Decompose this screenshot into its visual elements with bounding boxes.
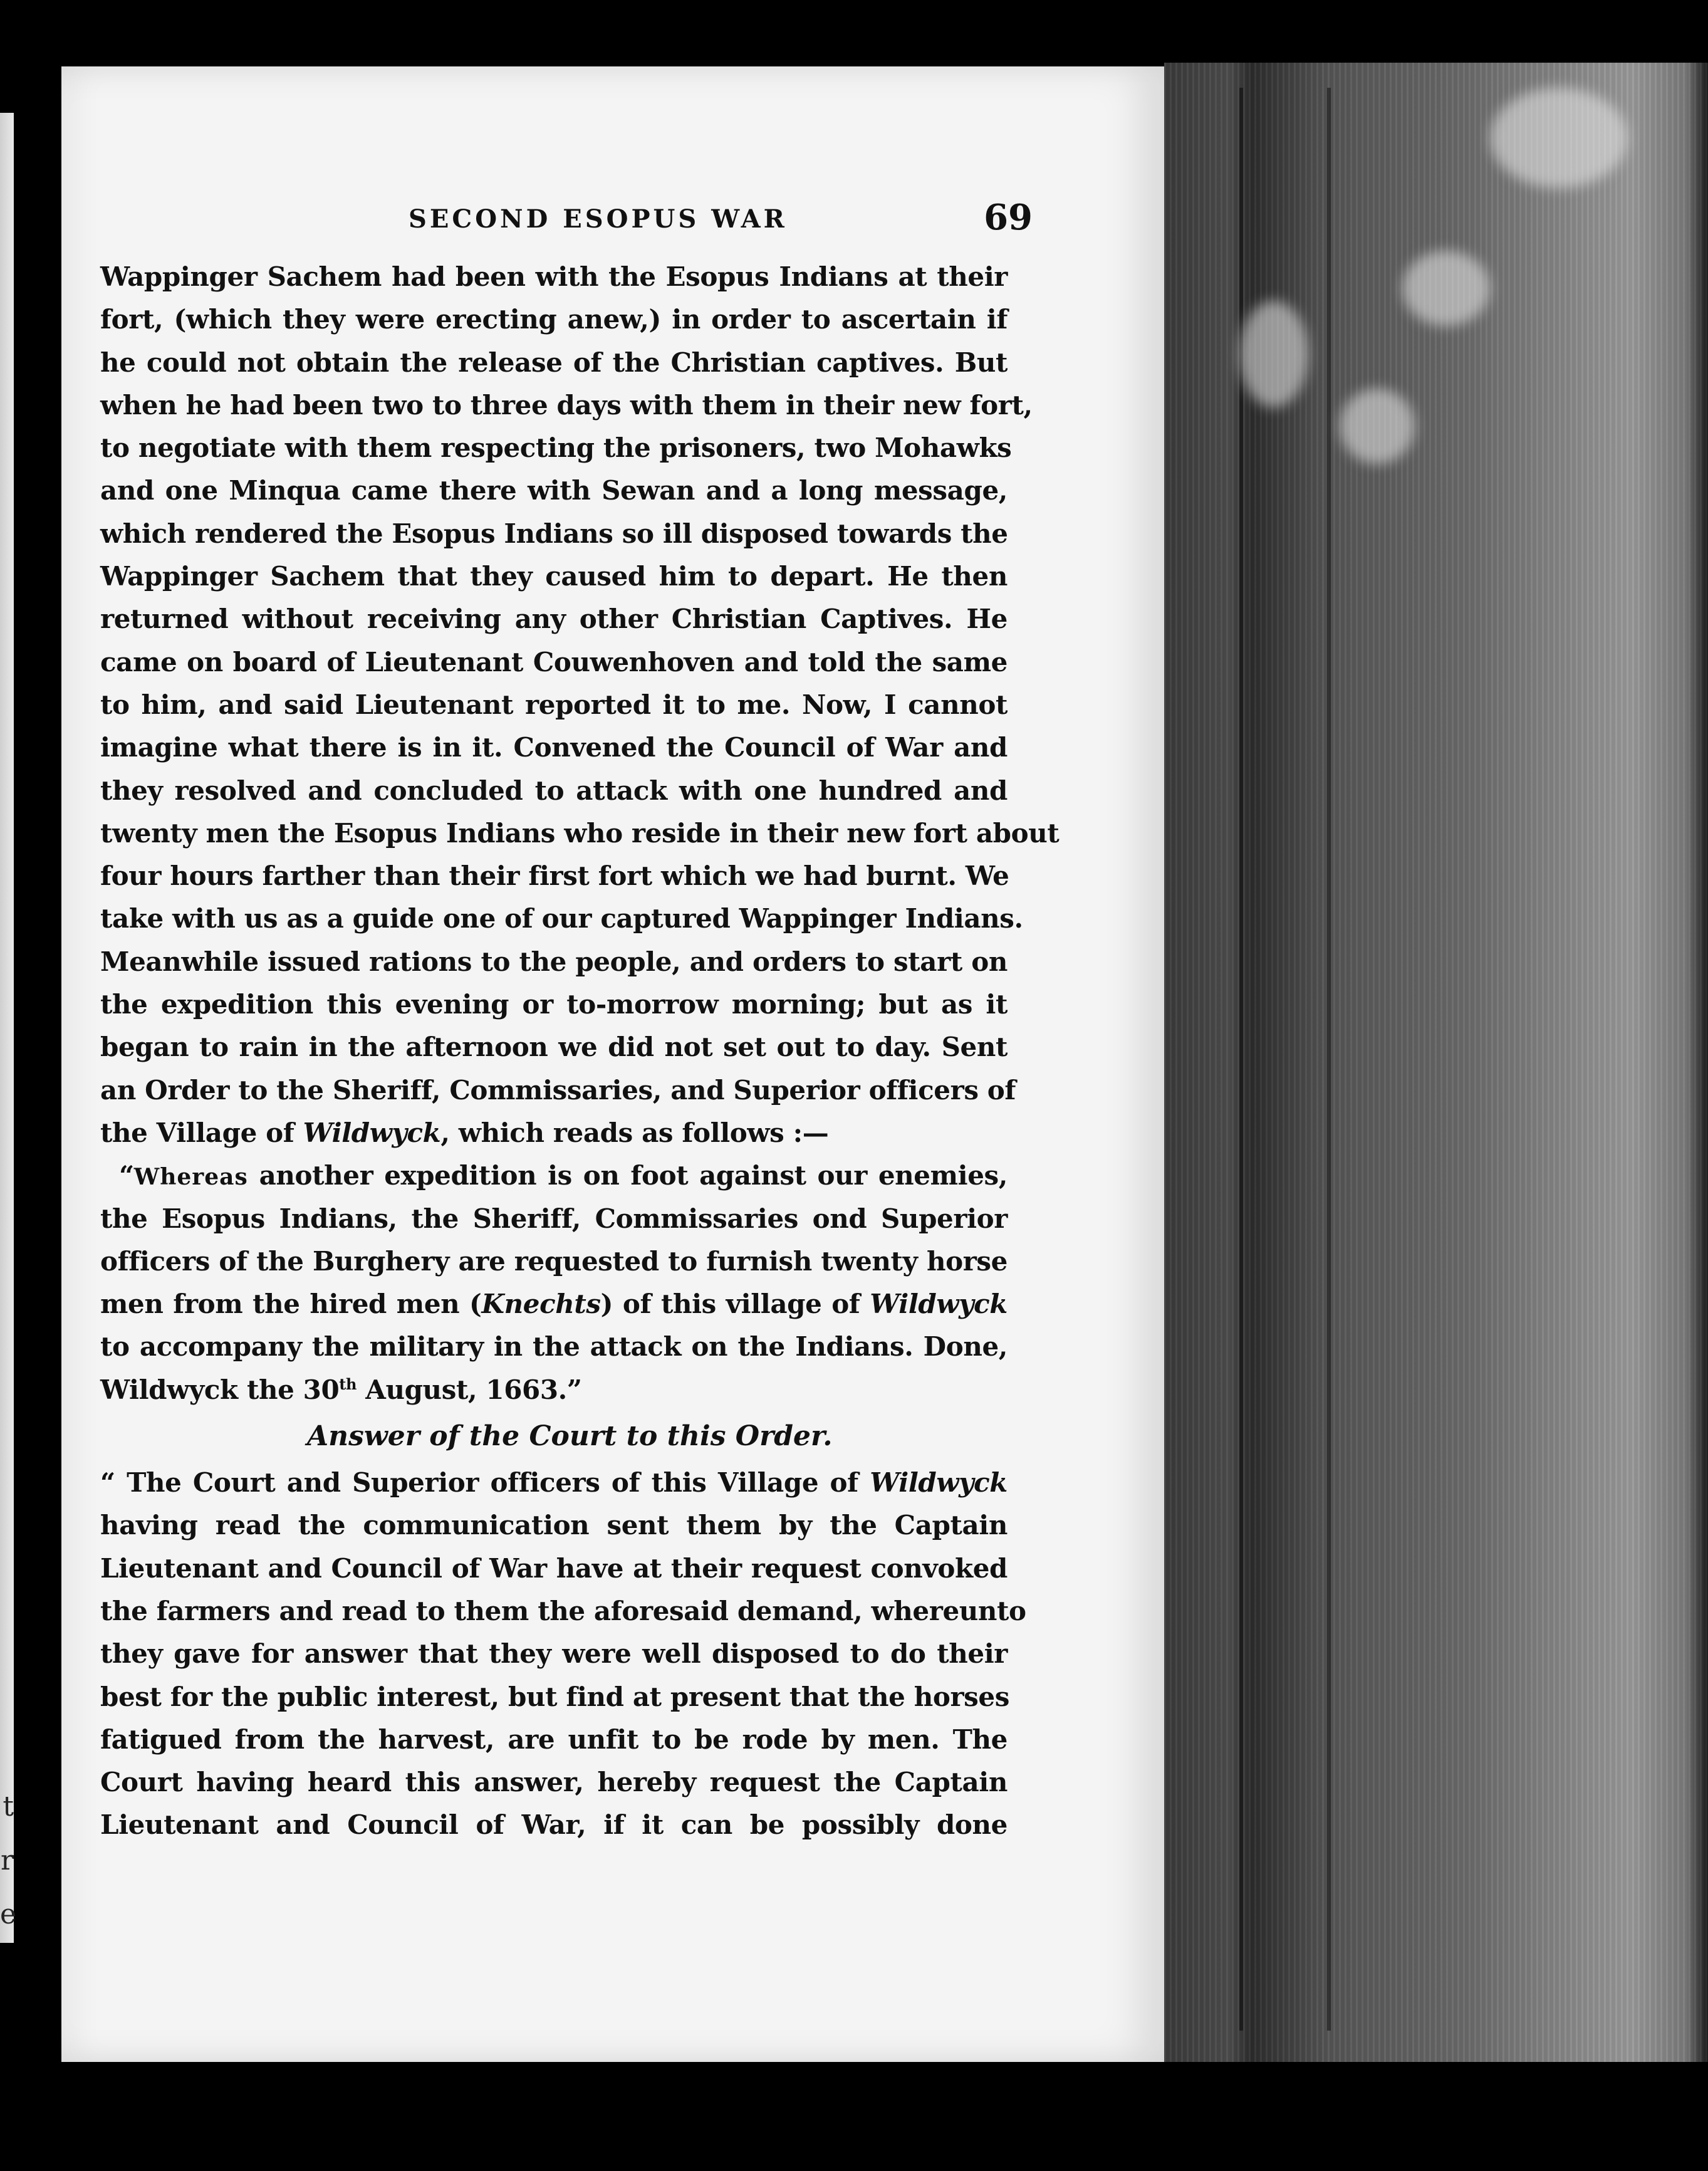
text-line: the expedition this evening or to-morrow morning; but as it [100,989,1008,1020]
text-line: the farmers and read to them the aforesaid demand, whereunto [100,1595,1026,1626]
text-line: began to rain in the afternoon we did not set out to day. Sent [100,1032,1008,1063]
text-line: the Esopus Indians, the Sheriff, Commissaries ond Superior [100,1203,1008,1234]
running-head [346,197,1033,251]
fragment-letter: e [0,1898,17,1930]
text-line [100,1283,1008,1326]
text-line: Court having heard this answer, hereby request the Captain [100,1767,1008,1798]
place-name: Wildwyck [303,1117,441,1148]
text-line [100,1154,1008,1197]
running-head-title: SECOND ESOPUS WAR [409,204,788,234]
text-fragment: Wildwyck the 30 [100,1374,340,1405]
text-line: Wappinger Sachem that they caused him to depart. He then [100,561,1008,592]
open-quote: “ [119,1160,134,1191]
section-heading: Answer of the Court to this Order. [307,1420,833,1453]
text-line [100,1369,1008,1411]
light-spot [1402,251,1490,326]
text-line: an Order to the Sheriff, Commissaries, and Superior officers of [100,1074,1016,1106]
text-line: twenty men the Esopus Indians who reside in their new fort about [100,817,1060,849]
place-name: Wildwyck [870,1289,1008,1320]
page-edge-line [1239,88,1243,2031]
text-line: which rendered the Esopus Indians so ill disposed towards the [100,518,1008,549]
text-line: returned without receiving any other Christian Captives. He [100,604,1008,635]
text-fragment: men from the hired men ( [100,1289,482,1320]
body-text [100,256,1060,1847]
light-spot [1340,389,1415,464]
text-fragment: “ The Court and Superior officers of this Village of [100,1467,870,1499]
text-line: Meanwhile issued rations to the people, and orders to start on [100,946,1008,977]
text-line: they resolved and concluded to attack with one hundred and [100,775,1008,806]
text-line: four hours farther than their first fort which we had burnt. We [100,861,1009,892]
ordinal-suffix: th [339,1374,357,1393]
italic-term: Knechts [481,1289,601,1320]
text-line: fatigued from the harvest, are unfit to be rode by men. The [100,1724,1008,1755]
text-line: he could not obtain the release of the Christian captives. But [100,347,1008,378]
text-line: Lieutenant and Council of War have at their request convoked [100,1552,1008,1584]
fragment-letter: r [0,1844,14,1876]
text-line: to accompany the military in the attack on the Indians. Done, [100,1331,1008,1363]
text-line: when he had been two to three days with them in their new fort, [100,389,1033,421]
page-edge-line [1327,88,1331,2031]
text-line [100,1462,1008,1504]
previous-page-edge [0,113,17,1943]
text-line: take with us as a guide one of our captured Wappinger Indians. [100,903,1023,934]
light-spot [1490,88,1628,188]
text-line: to negotiate with them respecting the prisoners, two Mohawks [100,432,1012,464]
text-fragment: ) of this village of [600,1289,870,1320]
page-number: 69 [984,197,1033,238]
text-line: fort, (which they were erecting anew,) in order to ascertain if [100,304,1008,335]
text-line: to him, and said Lieutenant reported it to me. Now, I cannot [100,689,1008,720]
book-page-block-edge [1164,63,1708,2074]
text-line: Lieutenant and Council of War, if it can be possibly done [100,1809,1008,1841]
text-fragment: another expedition is on foot against our enemies, [247,1160,1008,1191]
text-fragment: August, 1663.” [357,1374,582,1405]
text-line: they gave for answer that they were well disposed to do their [100,1638,1008,1670]
text-line: officers of the Burghery are requested to furnish twenty horse [100,1245,1008,1277]
text-line: best for the public interest, but find at present that the horses [100,1681,1009,1712]
text-line: came on board of Lieutenant Couwenhoven and told the same [100,646,1008,677]
light-spot [1239,301,1308,407]
previous-page-fragments [0,1780,17,1942]
text-fragment: , which reads as follows :— [440,1117,829,1148]
small-caps-word: Whereas [133,1164,248,1191]
fragment-letter: t [3,1791,14,1823]
place-name: Wildwyck [870,1467,1008,1499]
text-fragment: the Village of [100,1117,303,1148]
text-line [100,1112,1008,1154]
text-line: Wappinger Sachem had been with the Esopus Indians at their [100,261,1008,292]
scan-background [61,2062,1708,2171]
text-line: imagine what there is in it. Convened the Council of War and [100,732,1008,763]
text-line: having read the communication sent them by the Captain [100,1510,1008,1541]
text-line: and one Minqua came there with Sewan and a long message, [100,475,1008,506]
